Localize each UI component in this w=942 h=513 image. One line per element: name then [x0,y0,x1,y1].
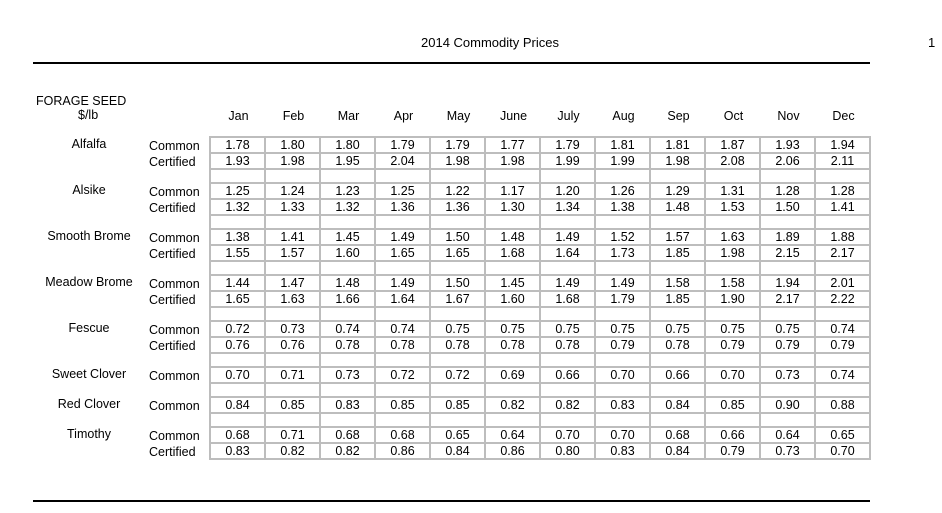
spacer-cell [431,384,484,396]
spacer-cell [706,216,759,228]
spacer-cell [816,262,869,274]
spacer-cell [321,216,374,228]
month-header: June [499,109,528,123]
price-cell: 1.77 [486,138,539,152]
spacer-cell [596,308,649,320]
price-cell: 1.25 [376,184,429,198]
grade-label: Common [149,231,200,245]
spacer-cell [596,354,649,366]
spacer-cell [486,308,539,320]
price-cell: 1.79 [596,292,649,306]
spacer-cell [376,262,429,274]
month-header: May [446,109,471,123]
commodity-name: Meadow Brome [45,275,133,289]
grade-label: Certified [149,201,196,215]
spacer-cell [266,170,319,182]
spacer-cell [761,262,814,274]
price-cell: 1.90 [706,292,759,306]
spacer-cell [211,384,264,396]
spacer-cell [651,384,704,396]
price-cell: 0.78 [376,338,429,352]
price-cell: 1.28 [761,184,814,198]
grade-label: Certified [149,293,196,307]
price-cell: 0.64 [486,428,539,442]
price-cell: 1.98 [486,154,539,168]
price-cell: 0.73 [321,368,374,382]
price-cell: 0.86 [486,444,539,458]
spacer-cell [761,414,814,426]
price-cell: 1.55 [211,246,264,260]
price-cell: 0.75 [431,322,484,336]
price-cell: 1.47 [266,276,319,290]
spacer-cell [541,216,594,228]
price-cell: 0.79 [706,444,759,458]
price-cell: 1.41 [266,230,319,244]
price-cell: 1.52 [596,230,649,244]
spacer-cell [211,414,264,426]
price-cell: 0.70 [211,368,264,382]
price-cell: 1.98 [651,154,704,168]
price-cell: 0.79 [596,338,649,352]
price-cell: 0.72 [431,368,484,382]
price-cell: 0.82 [321,444,374,458]
price-cell: 0.86 [376,444,429,458]
month-header: Feb [282,109,305,123]
spacer-cell [211,308,264,320]
price-cell: 1.20 [541,184,594,198]
price-cell: 1.80 [321,138,374,152]
grade-label: Certified [149,339,196,353]
spacer-cell [321,354,374,366]
spacer-cell [486,216,539,228]
spacer-cell [486,354,539,366]
price-cell: 0.82 [486,398,539,412]
spacer-cell [651,354,704,366]
spacer-cell [266,216,319,228]
price-cell: 0.78 [541,338,594,352]
price-cell: 1.50 [431,230,484,244]
month-header: July [557,109,580,123]
spacer-cell [211,354,264,366]
price-cell: 1.85 [651,246,704,260]
spacer-cell [376,414,429,426]
price-cell: 0.79 [706,338,759,352]
spacer-cell [651,308,704,320]
spacer-cell [541,262,594,274]
price-cell: 0.83 [596,398,649,412]
grade-label: Common [149,429,200,443]
price-cell: 1.34 [541,200,594,214]
price-cell: 0.70 [541,428,594,442]
price-cell: 0.90 [761,398,814,412]
month-header: Aug [612,109,635,123]
price-cell: 1.60 [486,292,539,306]
price-cell: 0.75 [706,322,759,336]
price-cell: 2.04 [376,154,429,168]
grade-label: Common [149,185,200,199]
grade-label: Common [149,139,200,153]
spacer-cell [486,262,539,274]
price-cell: 0.71 [266,428,319,442]
price-cell: 1.49 [376,230,429,244]
price-cell: 1.65 [431,246,484,260]
grade-label: Common [149,323,200,337]
price-cell: 1.67 [431,292,484,306]
spacer-cell [431,414,484,426]
price-cell: 1.44 [211,276,264,290]
spacer-cell [541,384,594,396]
price-cell: 1.49 [541,230,594,244]
spacer-cell [431,308,484,320]
spacer-cell [706,384,759,396]
spacer-cell [541,354,594,366]
section-unit: $/lb [78,108,99,122]
price-cell: 0.66 [706,428,759,442]
price-cell: 0.70 [596,368,649,382]
price-cell: 1.45 [321,230,374,244]
price-cell: 0.66 [651,368,704,382]
price-cell: 1.94 [761,276,814,290]
spacer-cell [596,384,649,396]
spacer-cell [266,384,319,396]
price-cell: 1.57 [266,246,319,260]
price-cell: 1.32 [211,200,264,214]
spacer-cell [376,170,429,182]
price-cell: 1.57 [651,230,704,244]
spacer-cell [211,262,264,274]
price-cell: 1.50 [761,200,814,214]
spacer-cell [486,170,539,182]
spacer-cell [706,414,759,426]
price-cell: 0.65 [816,428,869,442]
price-cell: 1.24 [266,184,319,198]
price-cell: 0.84 [651,398,704,412]
spacer-cell [541,170,594,182]
spacer-cell [651,414,704,426]
section-header [36,94,126,122]
price-cell: 0.68 [651,428,704,442]
price-cell: 1.48 [651,200,704,214]
price-cell: 0.73 [266,322,319,336]
section-title: FORAGE SEED [36,94,127,108]
price-cell: 1.30 [486,200,539,214]
price-cell: 0.78 [321,338,374,352]
price-cell: 2.17 [816,246,869,260]
price-cell: 1.29 [651,184,704,198]
price-cell: 0.88 [816,398,869,412]
top-rule [33,62,870,64]
price-cell: 1.85 [651,292,704,306]
spacer-cell [266,414,319,426]
spacer-cell [761,308,814,320]
price-cell: 2.01 [816,276,869,290]
price-cell: 1.58 [706,276,759,290]
price-cell: 0.72 [376,368,429,382]
price-cell: 1.66 [321,292,374,306]
price-cell: 1.81 [596,138,649,152]
commodity-name: Timothy [67,427,111,441]
price-cell: 1.63 [706,230,759,244]
price-cell: 1.80 [266,138,319,152]
price-cell: 2.17 [761,292,814,306]
price-cell: 0.71 [266,368,319,382]
price-cell: 0.78 [486,338,539,352]
spacer-cell [431,170,484,182]
price-table [209,136,871,460]
commodity-name: Fescue [68,321,110,335]
price-cell: 1.26 [596,184,649,198]
price-cell: 1.23 [321,184,374,198]
spacer-cell [321,384,374,396]
grade-label: Certified [149,445,196,459]
spacer-cell [541,414,594,426]
spacer-cell [266,262,319,274]
spacer-cell [596,414,649,426]
spacer-cell [816,414,869,426]
month-header: Jan [228,109,249,123]
price-cell: 0.76 [211,338,264,352]
spacer-cell [376,216,429,228]
spacer-cell [321,308,374,320]
price-cell: 0.85 [376,398,429,412]
spacer-cell [486,384,539,396]
price-cell: 0.85 [266,398,319,412]
price-cell: 1.93 [761,138,814,152]
price-cell: 0.84 [651,444,704,458]
price-cell: 1.60 [321,246,374,260]
price-cell: 1.36 [431,200,484,214]
price-cell: 0.82 [541,398,594,412]
spacer-cell [651,262,704,274]
page-title: 2014 Commodity Prices [421,35,559,50]
price-cell: 0.85 [431,398,484,412]
spacer-cell [816,216,869,228]
price-cell: 2.11 [816,154,869,168]
price-cell: 1.45 [486,276,539,290]
spacer-cell [376,308,429,320]
price-cell: 0.79 [761,338,814,352]
price-cell: 0.68 [321,428,374,442]
price-cell: 0.70 [816,444,869,458]
price-cell: 1.94 [816,138,869,152]
price-cell: 0.73 [761,444,814,458]
price-cell: 1.65 [376,246,429,260]
spacer-cell [706,262,759,274]
price-cell: 0.83 [321,398,374,412]
spacer-cell [816,384,869,396]
price-cell: 1.48 [486,230,539,244]
price-cell: 1.49 [541,276,594,290]
price-cell: 2.06 [761,154,814,168]
price-cell: 0.73 [761,368,814,382]
spacer-cell [431,262,484,274]
price-cell: 0.69 [486,368,539,382]
spacer-cell [761,354,814,366]
price-cell: 1.98 [706,246,759,260]
spacer-cell [431,354,484,366]
price-cell: 0.80 [541,444,594,458]
commodity-name: Sweet Clover [51,367,127,381]
price-cell: 0.75 [486,322,539,336]
price-cell: 1.79 [376,138,429,152]
price-cell: 0.79 [816,338,869,352]
commodity-name: Alsike [72,183,106,197]
month-header: Oct [723,109,744,123]
price-cell: 1.53 [706,200,759,214]
price-cell: 0.75 [651,322,704,336]
price-cell: 1.88 [816,230,869,244]
month-header: Dec [832,109,855,123]
price-cell: 0.75 [541,322,594,336]
price-cell: 1.79 [541,138,594,152]
spacer-cell [706,170,759,182]
price-cell: 0.76 [266,338,319,352]
price-cell: 0.64 [761,428,814,442]
grade-label: Common [149,277,200,291]
price-cell: 0.78 [651,338,704,352]
spacer-cell [321,414,374,426]
price-cell: 1.98 [266,154,319,168]
grade-label: Common [149,369,200,383]
spacer-cell [651,170,704,182]
price-cell: 1.81 [651,138,704,152]
commodity-name: Red Clover [57,397,121,411]
price-cell: 2.22 [816,292,869,306]
price-cell: 1.93 [211,154,264,168]
price-cell: 0.70 [706,368,759,382]
spacer-cell [486,414,539,426]
price-cell: 1.49 [596,276,649,290]
price-cell: 2.15 [761,246,814,260]
month-header: Apr [393,109,414,123]
price-cell: 0.66 [541,368,594,382]
price-cell: 0.78 [431,338,484,352]
price-cell: 1.99 [541,154,594,168]
price-cell: 0.70 [596,428,649,442]
spacer-cell [266,354,319,366]
grade-label: Certified [149,247,196,261]
price-cell: 1.38 [596,200,649,214]
price-cell: 0.68 [211,428,264,442]
price-cell: 0.74 [816,368,869,382]
bottom-rule [33,500,870,502]
price-cell: 0.72 [211,322,264,336]
month-header: Nov [777,109,800,123]
price-cell: 0.75 [761,322,814,336]
price-cell: 1.79 [431,138,484,152]
commodity-name: Alfalfa [71,137,107,151]
price-cell: 1.41 [816,200,869,214]
price-cell: 0.68 [376,428,429,442]
price-cell: 0.85 [706,398,759,412]
spacer-cell [596,170,649,182]
commodity-name: Smooth Brome [47,229,131,243]
spacer-cell [596,262,649,274]
price-cell: 1.49 [376,276,429,290]
month-header: Mar [337,109,360,123]
spacer-cell [816,308,869,320]
price-cell: 1.50 [431,276,484,290]
spacer-cell [596,216,649,228]
spacer-cell [211,216,264,228]
price-cell: 1.31 [706,184,759,198]
price-cell: 1.64 [541,246,594,260]
grade-label: Certified [149,155,196,169]
price-cell: 1.32 [321,200,374,214]
price-cell: 0.82 [266,444,319,458]
spacer-cell [541,308,594,320]
price-cell: 1.36 [376,200,429,214]
price-cell: 1.68 [486,246,539,260]
price-cell: 1.87 [706,138,759,152]
spacer-cell [211,170,264,182]
spacer-cell [431,216,484,228]
spacer-cell [816,354,869,366]
price-cell: 0.84 [431,444,484,458]
spacer-cell [266,308,319,320]
price-cell: 1.64 [376,292,429,306]
spacer-cell [761,170,814,182]
price-cell: 1.89 [761,230,814,244]
price-cell: 1.99 [596,154,649,168]
month-header: Sep [667,109,690,123]
price-cell: 0.83 [596,444,649,458]
grade-label: Common [149,399,200,413]
page-number: 1 [928,35,936,50]
spacer-cell [321,262,374,274]
price-cell: 2.08 [706,154,759,168]
price-cell: 0.83 [211,444,264,458]
spacer-cell [816,170,869,182]
price-cell: 1.48 [321,276,374,290]
price-cell: 0.84 [211,398,264,412]
price-cell: 1.63 [266,292,319,306]
price-cell: 1.58 [651,276,704,290]
spacer-cell [706,308,759,320]
spacer-cell [761,384,814,396]
price-cell: 0.75 [596,322,649,336]
price-cell: 1.28 [816,184,869,198]
price-cell: 1.68 [541,292,594,306]
price-cell: 1.65 [211,292,264,306]
spacer-cell [376,354,429,366]
price-cell: 0.74 [376,322,429,336]
price-cell: 0.74 [816,322,869,336]
price-cell: 1.22 [431,184,484,198]
price-cell: 1.95 [321,154,374,168]
price-cell: 1.25 [211,184,264,198]
price-cell: 1.38 [211,230,264,244]
price-cell: 1.98 [431,154,484,168]
price-cell: 1.78 [211,138,264,152]
price-cell: 0.65 [431,428,484,442]
spacer-cell [376,384,429,396]
price-cell: 1.17 [486,184,539,198]
price-cell: 1.73 [596,246,649,260]
spacer-cell [761,216,814,228]
price-cell: 1.33 [266,200,319,214]
spacer-cell [706,354,759,366]
price-cell: 0.74 [321,322,374,336]
spacer-cell [321,170,374,182]
spacer-cell [651,216,704,228]
